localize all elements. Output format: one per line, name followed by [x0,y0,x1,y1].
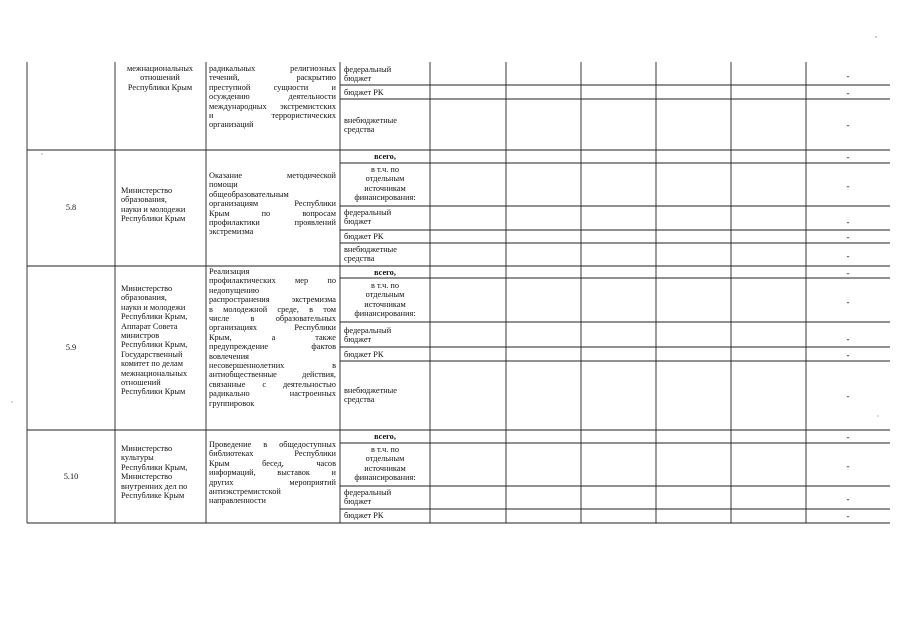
measure-line: связанные с деятельностью [209,379,336,389]
measure-cell [209,267,336,408]
measure-line: профилактических мер по [209,276,336,286]
value-dash: - [846,511,850,521]
measure-line: распространения экстремизма [209,295,336,305]
responsible-cell: межнациональных отношений Республики Крым [126,64,194,92]
value-dash: - [846,297,850,307]
measure-cell [209,64,336,130]
measure-line: в молодежной среде, в том [209,304,336,314]
value-dash: - [846,217,850,227]
source-budget-rk: бюджет РК [344,511,384,520]
measure-line: помощи [209,180,238,190]
measure-line: и террористических [209,111,336,121]
source-budget-rk: бюджет РК [344,88,384,97]
source-extrabudget: внебюджетные средства [344,245,397,264]
row-number: 5.8 [65,203,77,212]
value-dash: - [846,71,850,81]
measure-line: Реализация [209,267,250,276]
measure-line: осуждению деятельности [209,92,336,102]
source-budget-rk: бюджет РК [344,350,384,359]
value-dash: - [846,268,850,278]
measure-line: антиэкстремистской [209,487,281,497]
measure-line: преступной сущности и [209,82,336,92]
measure-line: других мероприятий [209,477,336,487]
measure-line: направленности [209,496,266,506]
source-total: всего, [374,152,396,161]
source-extrabudget: внебюджетные средства [344,116,397,135]
value-dash: - [846,350,850,360]
measure-line: организациях Республики [209,323,336,333]
source-by-sources: в т.ч. по отдельным источникам финансирования: [354,445,416,483]
measure-line: вовлечения [209,351,249,361]
source-by-sources: в т.ч. по отдельным источникам финансирования: [354,165,416,203]
value-dash: - [846,461,850,471]
measure-line: течений, раскрытию [209,73,336,83]
measure-line: предупреждение фактов [209,342,336,352]
source-by-sources: в т.ч. по отдельным источникам финансирования: [354,281,416,319]
measure-cell [209,440,336,506]
source-total: всего, [374,268,396,277]
value-dash: - [846,334,850,344]
source-federal: федеральный бюджет [344,208,392,227]
source-federal: федеральный бюджет [344,65,392,84]
measure-line: библиотеках Республики [209,449,336,459]
source-federal: федеральный бюджет [344,326,392,345]
value-dash: - [846,181,850,191]
responsible-cell: Министерство образования, науки и молодежи Республики Крым [121,186,186,224]
source-federal: федеральный бюджет [344,488,392,507]
measure-line: Проведение в общедоступных [209,440,336,449]
value-dash: - [846,432,850,442]
measure-line: радикальных религиозных [209,64,336,73]
value-dash: - [846,120,850,130]
responsible-cell: Министерство культуры Республики Крым, Министерство внутренних дел по Республике Крым [121,444,188,501]
measure-line: числе в образовательных [209,314,336,324]
measure-line: профилактики проявлений [209,218,336,228]
measure-line: Крым бесед, часов [209,458,336,468]
measure-cell [209,171,336,237]
measure-line: информаций, выставок и [209,468,336,478]
row-number: 5.10 [63,472,79,481]
value-dash: - [846,88,850,98]
value-dash: - [846,251,850,261]
row-number: 5.9 [65,343,77,352]
measure-line: несовершеннолетних в [209,361,336,371]
measure-line: организаций [209,120,254,130]
measure-line: недопущению [209,285,260,295]
value-dash: - [846,152,850,162]
value-dash: - [846,232,850,242]
measure-line: Оказание методической [209,171,336,180]
measure-line: экстремизма [209,227,254,237]
measure-line: группировок [209,398,255,408]
measure-line: организациям Республики [209,199,336,209]
measure-line: радикально настроенных [209,389,336,399]
source-budget-rk: бюджет РК [344,232,384,241]
measure-line: общеобразовательным [209,189,289,199]
measure-line: антиобщественные действия, [209,370,336,380]
value-dash: - [846,391,850,401]
measure-line: Крым, а также [209,332,336,342]
responsible-cell: Министерство образования, науки и молодежи Республики Крым, Аппарат Совета министров Республики Крым, Государственный комитет по делам межнациональных отношений Республики Крым [121,284,188,397]
source-total: всего, [374,432,396,441]
measure-line: международных экстремистских [209,101,336,111]
measure-line: Крым по вопросам [209,208,336,218]
source-extrabudget: внебюджетные средства [344,386,397,405]
value-dash: - [846,494,850,504]
